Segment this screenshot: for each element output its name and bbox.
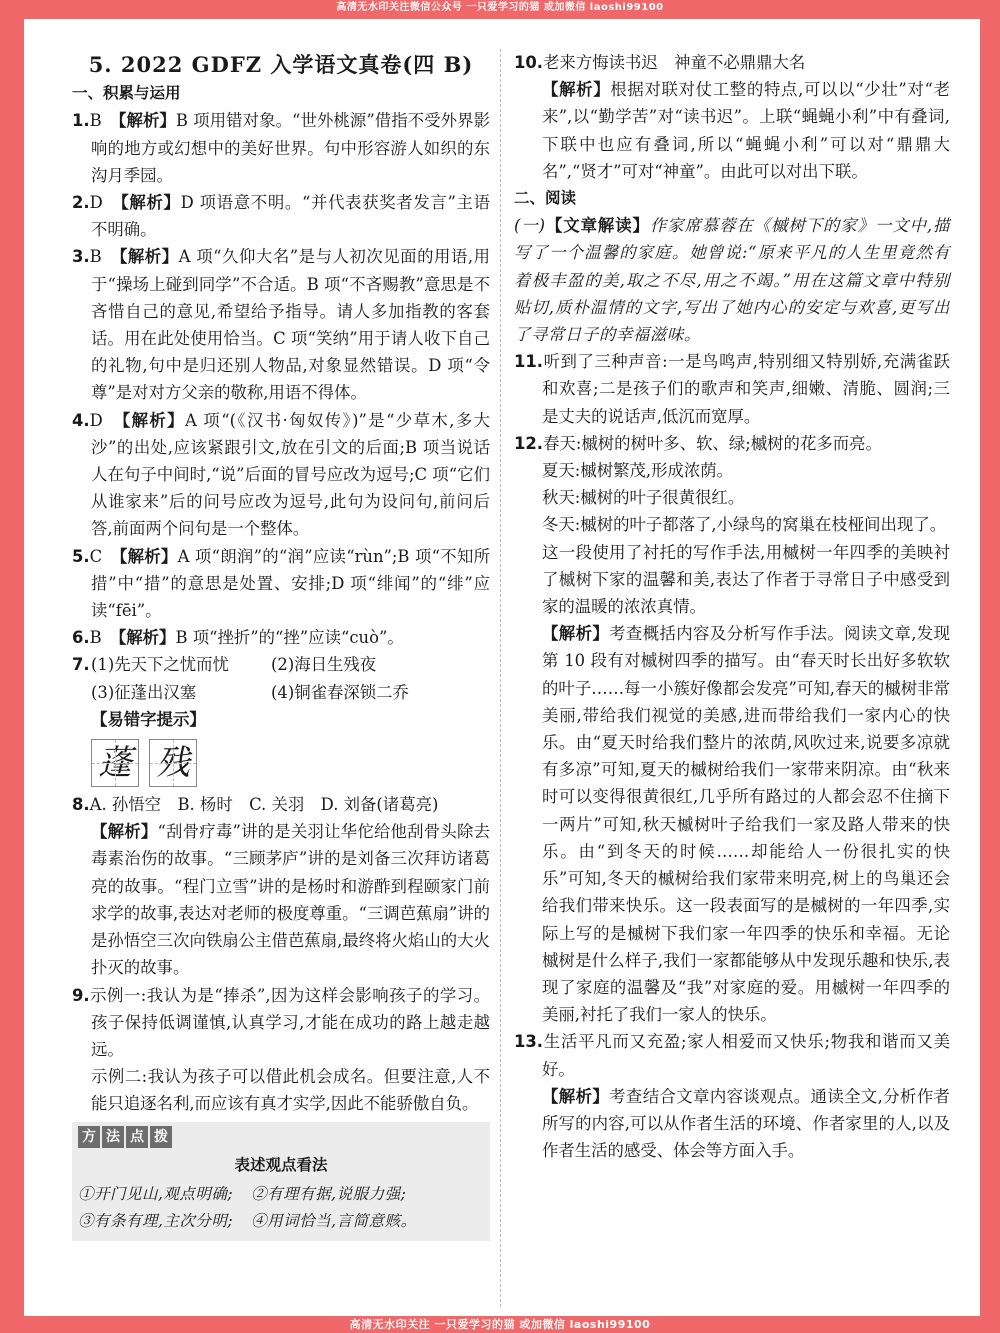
analysis-text: “刮骨疗毒”讲的是关羽让华佗给他刮骨头除去毒素治伤的故事。“三顾茅庐”讲的是刘备三次拜访诸葛亮的故事。“程门立雪”讲的是杨时和游酢到程颐家门前求学的故事,表达对老师的极度尊重。“三调芭蕉扇”讲的是孙悟空三次向铁扇公主借芭蕉扇,最终将火焰山的大火扑灭的故事。 <box>91 822 490 978</box>
season-autumn: 秋天:槭树的叶子很黄很红。 <box>542 488 745 508</box>
method-badge: 法 <box>102 1126 124 1148</box>
method-badge: 方 <box>78 1126 100 1148</box>
answer-item-11 <box>514 348 950 430</box>
typo-char: 蓬 <box>91 739 139 787</box>
item-answer: C <box>89 546 103 566</box>
season-winter: 冬天:槭树的叶子都落了,小绿鸟的窝巢在枝桠间出现了。 <box>542 515 947 535</box>
item-answer: 生活平凡而又充盈;家人相爱而又快乐;物我和谐而又美好。 <box>542 1032 950 1079</box>
answer-item-10-analysis <box>514 76 950 185</box>
analysis-text: B 项“挫折”的“挫”应读“cuò”。 <box>175 628 404 648</box>
answer-page <box>24 19 980 1316</box>
column-divider <box>500 49 501 1307</box>
item-answer: B <box>89 247 102 267</box>
method-tip: ③有条有理,主次分明; <box>78 1211 234 1230</box>
analysis-text: B 项用错对象。“世外桃源”借指不受外界影响的地方或幻想中的美好世界。句中形容游人如织的东沟月季园。 <box>91 111 490 185</box>
item-number: 12. <box>514 433 544 453</box>
analysis-text: 根据对联对仗工整的特点,可以以“少壮”对“老来”,以“勤学苦”对“读书迟”。上联“蝇蝇小利”中有叠词,下联中也应有叠词,所以“蝇蝇小利”可以对“鼎鼎大名”,“贤才”可对“神童”。由此可以对出下联。 <box>542 80 950 181</box>
answer-item-13 <box>514 1028 950 1082</box>
method-tip: ②有理有据,说服力强; <box>251 1184 407 1203</box>
section-heading-accumulation: 一、积累与运用 <box>72 84 181 103</box>
method-badge: 拨 <box>150 1126 172 1148</box>
answer-item-5 <box>72 543 490 625</box>
analysis-tag: 【解析】 <box>542 624 610 644</box>
example-1: 示例一:我认为是“捧杀”,因为这样会影响孩子的学习。孩子保持低调谨慎,认真学习,才能在成功的路上越走越远。 <box>89 985 490 1059</box>
answer-item-2 <box>72 189 490 243</box>
method-title: 表述观点看法 <box>234 1155 328 1174</box>
item-answer: D <box>89 193 103 213</box>
analysis-tag: 【解析】 <box>122 410 185 430</box>
analysis-tag: 【解析】 <box>542 1086 610 1106</box>
analysis-tag: 【解析】 <box>118 111 176 131</box>
answer-item-3 <box>72 243 490 406</box>
season-spring: 春天:槭树的树叶多、软、绿;槭树的花多而亮。 <box>543 433 882 453</box>
analysis-tag: 【解析】 <box>119 247 179 267</box>
page-title: 5. 2022 GDFZ 入学语文真卷(四 B) <box>88 52 474 77</box>
interpretation-tag: 【文章解读】 <box>545 216 650 236</box>
example-2: 示例二:我认为孩子可以借此机会成名。但要注意,人不能只追逐名利,而应该有真才实学,因此不能骄傲自负。 <box>91 1067 490 1114</box>
analysis-tag: 【解析】 <box>119 546 178 566</box>
left-column <box>72 49 490 1241</box>
answer-item-12-analysis <box>514 620 950 1028</box>
item-answer: B <box>89 111 102 131</box>
item-number: 3. <box>72 247 90 267</box>
analysis-tag: 【解析】 <box>118 628 176 648</box>
analysis-text: 考查概括内容及分析写作手法。阅读文章,发现第 10 段有对槭树四季的描写。由“春天时长出好多软软的叶子……每一小簇好像都会发亮”可知,春天的槭树非常美丽,带给我们视觉的美感,进而带给我们一家内心的快乐。由“夏天时给我们整片的浓荫,风吹过来,说要多凉就有多凉”可知,夏天的槭树给我们一家带来阴凉。由“秋来时可以变得很黄很红,几乎所有路过的人都会忍不住摘下一两片”可知,秋天槭树叶子给我们一家及路人带来的快乐。由“到冬天的时候……却能给人一份很扎实的快乐”可知,冬天的槭树给我们家带来明亮,树上的鸟巢还会给我们带来快乐。这一段表面写的是槭树的一年四季,实际上写的是槭树下我们家一年四季的快乐和幸福。无论槭树是什么样子,我们一家都能够从中发现乐趣和快乐,表现了家庭的温馨及“我”对家庭的爱。用槭树一年四季的美丽,衬托了我们一家人的快乐。 <box>542 624 951 1025</box>
item-answer: D <box>89 410 103 430</box>
analysis-tag: 【解析】 <box>120 193 181 213</box>
top-watermark-banner: 高清无水印关注微信公众号 一只爱学习的猫 或加微信 laoshi99100 <box>336 2 664 13</box>
typo-char: 残 <box>149 739 197 787</box>
item-answer: A. 孙悟空 B. 杨时 C. 关羽 D. 刘备(诸葛亮) <box>89 795 439 815</box>
item-number: 9. <box>72 985 90 1005</box>
analysis-text: A 项“(《汉书·匈奴传》)”是“少草木,多大沙”的出处,应该紧跟引文,放在引文的后面;B 项当说话人在句子中间时,“说”后面的冒号应改为逗号;C 项“它们从谁家来”后的问号应改为逗号,此句为设问句,前问后答,前面两个问句是一个整体。 <box>91 410 491 539</box>
answer-item-6 <box>72 624 490 651</box>
answer-item-7 <box>72 651 490 787</box>
item-number: 5. <box>72 546 90 566</box>
item-answer: 听到了三种声音:一是鸟鸣声,特别细又特别娇,充满雀跃和欢喜;二是孩子们的歌声和笑声,细嫩、清脆、圆润;三是丈夫的说话声,低沉而宽厚。 <box>542 352 950 426</box>
item-number: 11. <box>514 352 544 372</box>
poem-line-3: (3)征蓬出汉塞 <box>91 682 197 702</box>
answer-item-10 <box>514 49 950 76</box>
reading-prefix: (一) <box>514 216 546 236</box>
analysis-tag: 【解析】 <box>542 80 611 100</box>
interpretation-text: 作家席慕蓉在《槭树下的家》一文中,描写了一个温馨的家庭。她曾说:“原来平凡的人生里竟然有着极丰盈的美,取之不尽,用之不竭。”用在这篇文章中特别贴切,质朴温情的文字,写出了她内心的安定与欢喜,更写出了寻常日子的幸福滋味。 <box>514 216 951 345</box>
answer-item-12 <box>514 430 950 457</box>
item-number: 6. <box>72 628 90 648</box>
analysis-tag: 【解析】 <box>91 822 158 842</box>
method-tip: ①开门见山,观点明确; <box>78 1184 234 1203</box>
item-number: 2. <box>72 193 90 213</box>
poem-line-4: (4)铜雀春深锁二乔 <box>271 682 409 702</box>
item-number: 8. <box>72 795 90 815</box>
article-interpretation <box>514 212 950 348</box>
item-number: 7. <box>72 655 90 675</box>
answer-item-9 <box>72 982 490 1064</box>
item-number: 4. <box>72 410 90 430</box>
item-number: 13. <box>514 1032 544 1052</box>
poem-line-1: (1)先天下之忧而忧 <box>91 655 229 675</box>
method-badge: 点 <box>126 1126 148 1148</box>
analysis-text: 考查结合文章内容谈观点。通读全文,分析作者所写的内容,可以从作者生活的环境、作者家里的人,以及作者生活的感受、体会等方面入手。 <box>542 1086 951 1161</box>
answer-item-1 <box>72 107 490 189</box>
item-answer: 老来方悔读书迟 神童不必鼎鼎大名 <box>543 53 806 72</box>
analysis-text: D 项语意不明。“并代表获奖者发言”主语不明确。 <box>91 193 490 240</box>
method-tip-box <box>72 1122 490 1242</box>
answer-summary: 这一段使用了衬托的写作手法,用槭树一年四季的美映衬了槭树下家的温馨和美,表达了作者于寻常日子中感受到家的温暖的浓浓真情。 <box>542 542 950 617</box>
right-column <box>514 49 950 1164</box>
item-answer: B <box>89 628 102 648</box>
item-number: 10. <box>514 53 544 72</box>
season-summer: 夏天:槭树繁茂,形成浓荫。 <box>542 461 734 481</box>
method-tip: ④用词恰当,言简意赅。 <box>251 1211 417 1230</box>
poem-line-2: (2)海日生残夜 <box>271 655 377 675</box>
typo-char-grid <box>72 739 490 787</box>
analysis-text: A 项“久仰大名”是与人初次见面的用语,用于“操场上碰到同学”不合适。B 项“不吝赐教”意思是不吝惜自己的意见,希望给予指导。请人多加指教的客套话。用在此处使用恰当。C 项“笑纳”用于请人收下自己的礼物,句中是归还别人物品,对象显然错误。D 项“令尊”是对对方父亲的敬称,用语不得体。 <box>91 247 490 403</box>
answer-item-4 <box>72 407 490 543</box>
section-heading-reading: 二、阅读 <box>514 189 577 208</box>
answer-item-13-analysis <box>514 1083 950 1165</box>
item-number: 1. <box>72 111 90 131</box>
typo-tip-label: 【易错字提示】 <box>91 709 206 729</box>
answer-item-8 <box>72 791 490 818</box>
method-badges <box>78 1126 484 1148</box>
bottom-watermark-banner: 高清无水印关注 一只爱学习的猫 或加微信 laoshi99100 <box>349 1318 651 1331</box>
analysis-text: A 项“朗润”的“润”应读“rùn”;B 项“不知所措”中“措”的意思是处置、安排;D 项“绯闻”的“绯”应读“fēi”。 <box>91 546 490 621</box>
answer-item-8-analysis <box>72 818 490 981</box>
